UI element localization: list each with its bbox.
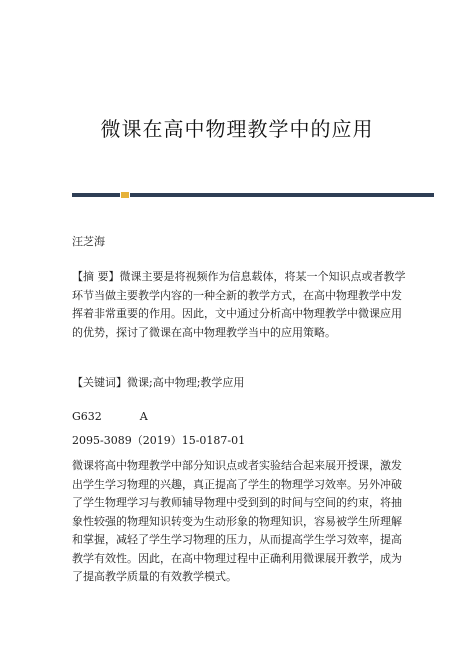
document-code: A [139,410,148,423]
classification-codes [72,408,406,426]
divider-accent-mark [121,192,129,198]
keywords-text: 微课;高中物理;教学应用 [127,376,245,389]
author-name: 汪芝海 [72,235,105,248]
clc-number: G632 [72,410,102,423]
keywords [72,374,406,392]
article-number: 2095-3089（2019）15-0187-01 [72,434,246,447]
divider-right-bar [130,193,434,197]
page-title: 微课在高中物理教学中的应用 [100,117,374,141]
keywords-label: 【关键词】 [72,376,127,389]
abstract-text: 微课主要是将视频作为信息载体，将某一个知识点或者教学环节当做主要教学内容的一种全新的教学方式，在高中物理教学中发挥着非常重要的作用。因此，文中通过分析高中物理教学中微课应用的优势，探讨了微课在高中物理教学当中的应用策略。 [72,270,406,339]
abstract [72,268,406,342]
title-divider [72,192,434,198]
divider-left-bar [72,193,120,197]
abstract-label: 【摘 要】 [72,270,120,283]
body-paragraph: 微课将高中物理教学中部分知识点或者实验结合起来展开授课，激发出学生学习物理的兴趣，真正提高了学生的物理学习效率。另外冲破了学生物理学习与教师辅导物理中受到到的时间与空间的约束，将抽象性较强的物理知识转变为生动形象的物理知识，容易被学生所理解和掌握，减轻了学生学习物理的压力，从而提高学生学习效率，提高教学有效性。因此，在高中物理过程中正确利用微课展开教学，成为了提高教学质量的有效教学模式。 [72,459,402,583]
